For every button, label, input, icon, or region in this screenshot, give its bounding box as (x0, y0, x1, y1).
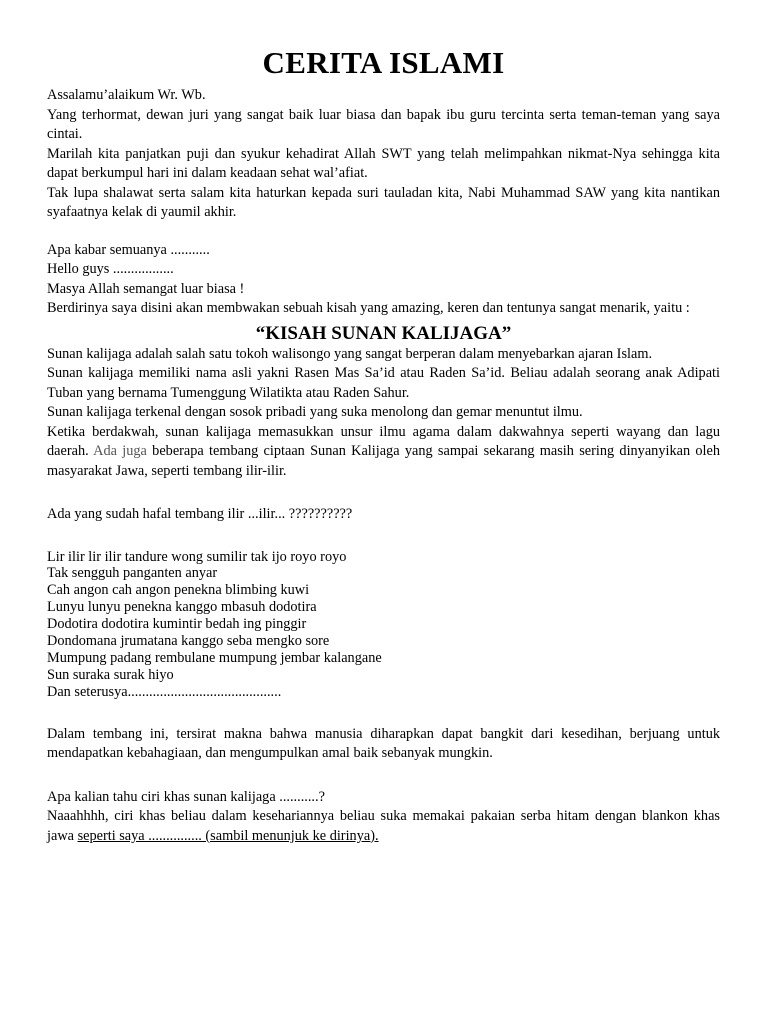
question-hafal: Ada yang sudah hafal tembang ilir ...ilir... ?????????? (47, 506, 353, 522)
greeting-line: Masya Allah semangat luar biasa ! (47, 280, 245, 297)
lyrics-block (47, 549, 720, 701)
meaning-paragraph: Dalam tembang ini, tersirat makna bahwa manusia diharapkan dapat bangkit dari kesedihan, berjuang untuk mendapatkan kebahagiaan, dan mengumpulkan amal baik sebanyak mungkin. (47, 725, 720, 762)
lyric-line: Mumpung padang rembulane mumpung jembar kalangane (47, 649, 382, 666)
answer-text: Naaahhhh, ciri khas beliau dalam kesehariannya beliau suka memakai pakaian serba hitam dengan blankon khas jawa (47, 808, 720, 844)
story-text: Ketika berdakwah, sunan kalijaga memasukkan unsur ilmu agama dalam dakwahnya seperti wayang dan lagu daerah. (47, 423, 720, 459)
intro-respect: Yang terhormat, dewan juri yang sangat baik luar biasa dan bapak ibu guru tercinta serta teman-teman yang saya cintai. (47, 106, 720, 142)
story-title: “KISAH SUNAN KALIJAGA” (255, 322, 512, 344)
greeting-line: Hello guys ................. (47, 261, 174, 277)
story-paragraph: Sunan kalijaga terkenal dengan sosok pribadi yang suka menolong dan gemar menuntut ilmu. (47, 404, 583, 420)
answer-underlined-text: seperti saya ............... (sambil menunjuk ke dirinya). (77, 827, 379, 844)
question-ciri-khas: Apa kalian tahu ciri khas sunan kalijaga ...........? (47, 788, 325, 805)
lyric-line: Dan seterusya........................................... (47, 683, 282, 700)
intro-salam: Assalamu’alaikum Wr. Wb. (47, 87, 206, 103)
intro-shalawat: Tak lupa shalawat serta salam kita haturkan kepada suri tauladan kita, Nabi Muhammad SAW yang kita nantikan syafaatnya kelak di yaumil akhir. (47, 184, 720, 220)
answer-paragraph (47, 807, 720, 846)
story-paragraph: Sunan kalijaga memiliki nama asli yakni Rasen Mas Sa’id atau Raden Sa’id. Beliau adalah seorang anak Adipati Tuban yang bernama Tumenggung Wilatikta atau Raden Sahur. (47, 365, 720, 401)
lyric-line: Sun suraka surak hiyo (47, 666, 174, 683)
intro-gratitude: Marilah kita panjatkan puji dan syukur kehadirat Allah SWT yang telah melimpahkan nikmat-Nya sehingga kita dapat berkumpul hari ini dalam keadaan sehat wal’afiat. (47, 145, 720, 181)
document-page (47, 44, 720, 846)
document-title: CERITA ISLAMI (262, 45, 505, 80)
story-text-grey: Ada juga (93, 443, 147, 459)
story-paragraph: Sunan kalijaga adalah salah satu tokoh walisongo yang sangat berperan dalam menyebarkan ajaran Islam. (47, 345, 653, 362)
lyric-line: Dondomana jrumatana kanggo seba mengko sore (47, 633, 330, 650)
lyric-line: Cah angon cah angon penekna blimbing kuwi (47, 582, 310, 599)
lyric-line: Lunyu lunyu penekna kanggo mbasuh dodotira (47, 599, 317, 616)
greeting-line: Apa kabar semuanya ........... (47, 241, 210, 258)
lyric-line: Dodotira dodotira kumintir bedah ing pinggir (47, 616, 307, 633)
lyric-line: Tak sengguh panganten anyar (47, 565, 218, 582)
greeting-line: Berdirinya saya disini akan membwakan sebuah kisah yang amazing, keren dan tentunya sangat menarik, yaitu : (47, 300, 690, 316)
lyric-line: Lir ilir lir ilir tandure wong sumilir tak ijo royo royo (47, 548, 347, 565)
story-text: beberapa tembang ciptaan Sunan Kalijaga yang sampai sekarang masih sering dinyanyikan oleh masyarakat Jawa, seperti tembang ilir-ilir. (47, 443, 720, 479)
story-paragraph (47, 423, 720, 482)
